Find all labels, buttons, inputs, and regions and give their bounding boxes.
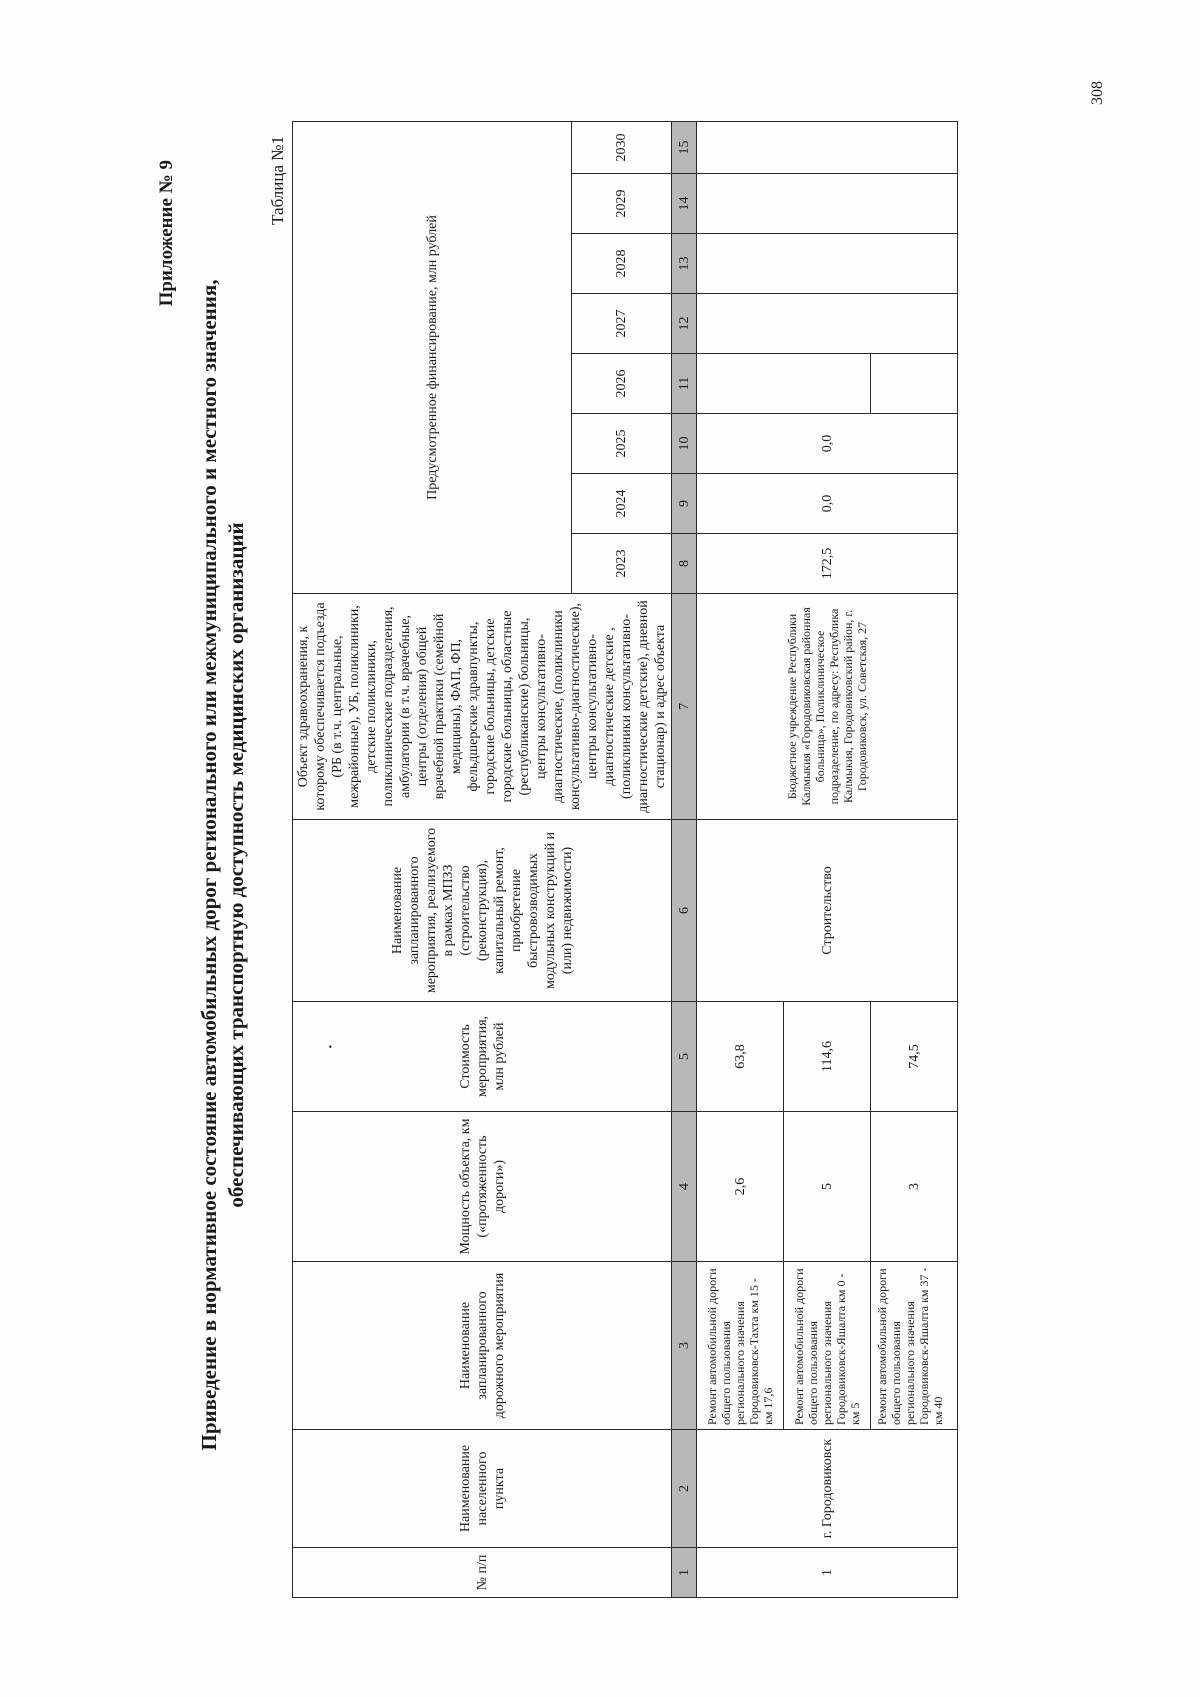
- funding-2025-cell: 0,0: [697, 414, 958, 474]
- page-title: [196, 150, 250, 1580]
- column-number: 15: [672, 121, 697, 173]
- column-number: 1: [672, 1548, 697, 1598]
- funding-2029-cell: [697, 174, 958, 234]
- column-number: 10: [672, 414, 697, 474]
- funding-2028-cell: [697, 234, 958, 294]
- funding-2024-cell: 0,0: [697, 474, 958, 534]
- year-2025: 2025: [572, 414, 672, 474]
- road-repair-table: [292, 121, 958, 1598]
- year-2030: 2030: [572, 121, 672, 173]
- column-number: 13: [672, 234, 697, 294]
- header-num: № п/п: [293, 1548, 672, 1598]
- cost-cell: 74,5: [871, 1002, 958, 1112]
- column-number: 14: [672, 174, 697, 234]
- header-row-1: [293, 121, 572, 1597]
- length-cell: 5: [784, 1112, 871, 1262]
- funding-2026-cell: [871, 354, 958, 414]
- stray-mark: ·: [320, 1043, 342, 1050]
- road-event-cell: [871, 1262, 958, 1430]
- year-2027: 2027: [572, 294, 672, 354]
- column-number: 8: [672, 534, 697, 594]
- column-number: 4: [672, 1112, 697, 1262]
- year-2024: 2024: [572, 474, 672, 534]
- funding-2023-cell: 172,5: [697, 534, 958, 594]
- row-num: 1: [697, 1548, 958, 1598]
- road-event-text: Ремонт автомобильной дороги общего пользования регионального значения Городовиковск-Яшалта км 37 - км 40: [875, 1267, 945, 1425]
- year-2029: 2029: [572, 174, 672, 234]
- column-number: 3: [672, 1262, 697, 1430]
- column-number: 2: [672, 1430, 697, 1548]
- page-number: 308: [1089, 81, 1106, 105]
- mpzz-measure-cell: Строительство: [697, 820, 958, 1002]
- column-number: 12: [672, 294, 697, 354]
- column-numbers-row: [672, 121, 697, 1597]
- column-number: 5: [672, 1002, 697, 1112]
- header-road-event: Наименование запланированного дорожного мероприятия: [293, 1262, 672, 1430]
- road-event-cell: Ремонт автомобильной дороги общего пользования регионального значения Городовиковск-Яшалта км 0 - км 5: [784, 1262, 871, 1430]
- year-2028: 2028: [572, 234, 672, 294]
- appendix-label: Приложение № 9: [156, 160, 177, 307]
- column-number: 6: [672, 820, 697, 1002]
- cost-cell: 63,8: [697, 1002, 784, 1112]
- column-number: 9: [672, 474, 697, 534]
- year-2026: 2026: [572, 354, 672, 414]
- year-2023: 2023: [572, 534, 672, 594]
- table-label: Таблица №1: [268, 136, 287, 225]
- table-row: [697, 121, 784, 1597]
- road-event-cell: Ремонт автомобильной дороги общего пользования регионального значения Городовиковск-Тахта км 15 - км 17,6: [697, 1262, 784, 1430]
- cost-cell: 114,6: [784, 1002, 871, 1112]
- column-number: 11: [672, 354, 697, 414]
- funding-2030-cell: [697, 121, 958, 173]
- funding-2026-cell: [697, 354, 871, 414]
- header-cost: Стоимость мероприятия, млн рублей: [293, 1002, 672, 1112]
- rotated-page-content: [120, 100, 1120, 1620]
- header-length: Мощность объекта, км («протяженность дороги»): [293, 1112, 672, 1262]
- length-cell: 3: [871, 1112, 958, 1262]
- funding-2027-cell: [697, 294, 958, 354]
- header-settlement: Наименование населенного пункта: [293, 1430, 672, 1548]
- header-facility: Объект здравоохранения, к которому обеспечивается подъезда (РБ (в т.ч. центральные, межрайонные), УБ, поликлиники, детские поликлиники, поликлинические подразделения, амбулатории (в т.ч. врачебные, центры (отделения) общей врачебной практики (семейной медицины), ФАП, ФП, фельдшерские здравпункты, городские больницы, детские городские больницы, областные (республиканские) больницы, центры консультативно-диагностические, (поликлиники консультативно-диагностические), центры консультативно-диагностические детские , (поликлиники консультативно-диагностические детские), дневной стационар) и адрес объекта: [293, 594, 672, 820]
- settlement-cell: г. Городовиковск: [697, 1430, 958, 1548]
- header-mpzz-measure: Наименование запланированного мероприятия, реализуемого в рамках МПЗЗ (строительство (реконструкция), капитальный ремонт, приобретение быстровозводимых модульных конструкций и (или) недвижимости): [293, 820, 672, 1002]
- facility-cell: Бюджетное учреждение Республики Калмыкия «Городовиковская районная больница», Поликлиническое подразделение, по адресу: Республика Калмыкия, Городовиковский район, г. Городовиковск, ул. Советская, 27: [697, 594, 958, 820]
- column-number: 7: [672, 594, 697, 820]
- header-funding: Предусмотренное финансирование, млн рублей: [293, 121, 572, 593]
- title-line-1: Приведение в нормативное состояние автомобильных дорог регионального или межмуниципального и местного значения,: [197, 279, 221, 1451]
- title-line-2: обеспечивающих транспортную доступность медицинских организаций: [224, 522, 248, 1208]
- length-cell: 2,6: [697, 1112, 784, 1262]
